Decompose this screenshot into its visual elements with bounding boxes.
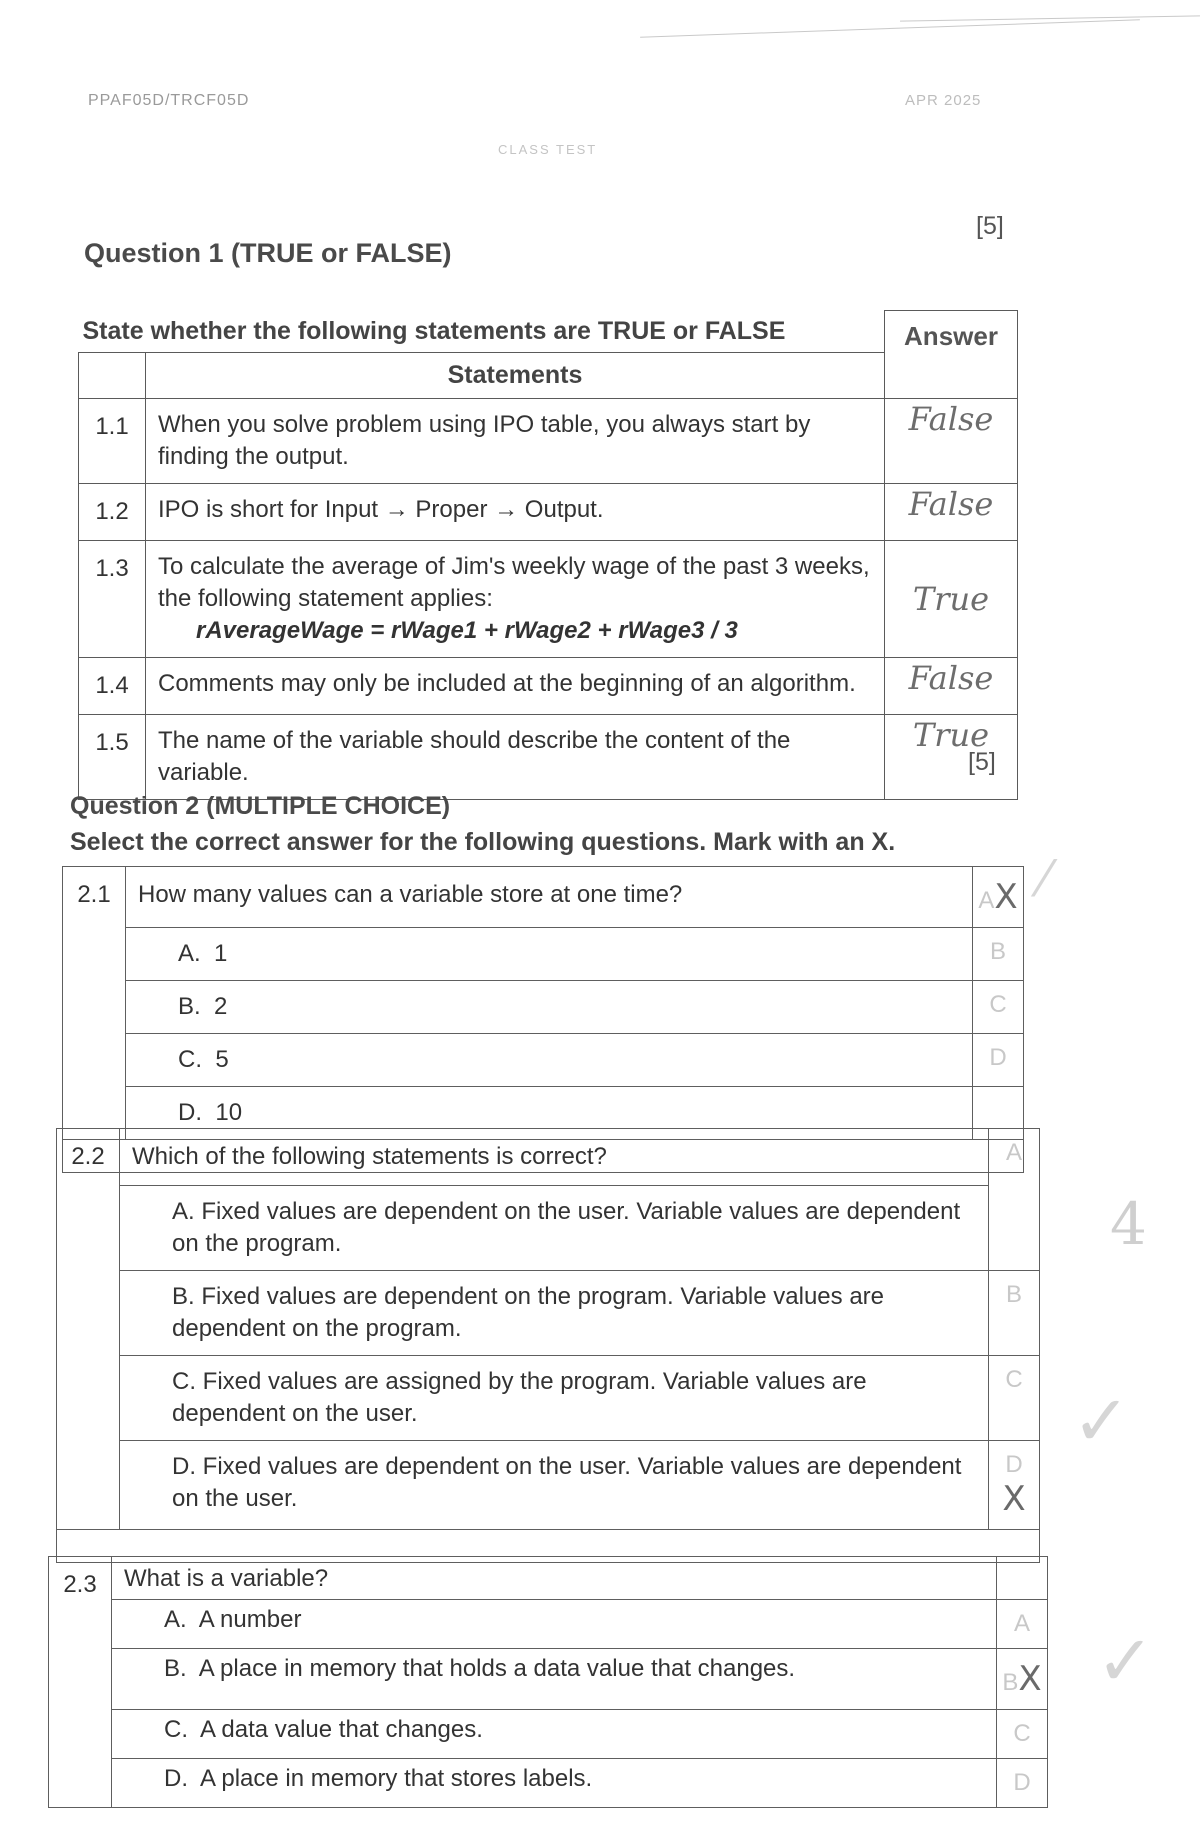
margin-score: 4 [1110,1190,1147,1258]
statement-text: When you solve problem using IPO table, you always start by finding the output. [146,398,885,483]
option-row [57,1356,1040,1441]
option-row [49,1600,1048,1649]
question-1-marks: [5] [976,212,1004,240]
handwritten-answer: True [885,540,1018,657]
question-text: Which of the following statements is correct? [120,1129,989,1186]
option-row [63,928,1024,981]
option-text: C. Fixed values are assigned by the program. Variable values are dependent on the user. [120,1356,989,1441]
option-letter: C [989,1356,1040,1441]
question-2-title: Question 2 (MULTIPLE CHOICE) [70,792,451,820]
option-row [49,1710,1048,1759]
option-text: A. A number [112,1600,997,1649]
q1-instruction: State whether the following statements are TRUE or FALSE [79,311,885,353]
handwritten-answer: False [885,398,1018,483]
multiple-choice-table-2-3 [48,1556,1048,1808]
option-row [63,981,1024,1034]
multiple-choice-table-2-1 [62,866,1024,1173]
table-row [79,540,1018,657]
table-row [79,657,1018,714]
statement-text: IPO is short for Input → Proper → Output. [146,483,885,540]
table-row [79,483,1018,540]
option-letter: D [973,1034,1024,1087]
question-text: What is a variable? [112,1557,997,1600]
option-row [57,1186,1040,1271]
blank-cell [79,352,146,398]
statement-text: The name of the variable should describe the content of the variable. [146,714,885,799]
statement-text: Comments may only be included at the beginning of an algorithm. [146,657,885,714]
question-number: 2.2 [57,1129,120,1530]
test-type: CLASS TEST [498,142,598,157]
question-1-title: Question 1 (TRUE or FALSE) [84,238,452,268]
item-number: 1.3 [79,540,146,657]
table-row [79,714,1018,799]
question-number: 2.3 [49,1557,112,1808]
multiple-choice-table-2-2 [56,1128,1040,1563]
option-row [63,1034,1024,1087]
blank-cell [997,1557,1048,1600]
table-row [79,398,1018,483]
option-letter: D [997,1759,1048,1808]
option-text: D. Fixed values are dependent on the user. Variable values are dependent on the user. [120,1441,989,1530]
q2-instruction: Select the correct answer for the following questions. Mark with an X. [70,828,896,856]
option-text: D. A place in memory that stores labels. [112,1759,997,1808]
option-letter: B [973,928,1024,981]
option-row [57,1271,1040,1356]
handwritten-answer: False [885,483,1018,540]
item-number: 1.1 [79,398,146,483]
formula-text: rAverageWage = rWage1 + rWage2 + rWage3 / 3 [196,616,738,644]
option-letter: A [997,1600,1048,1649]
option-row [49,1759,1048,1808]
option-text: B. A place in memory that holds a data value that changes. [112,1649,997,1710]
option-text: B. Fixed values are dependent on the program. Variable values are dependent on the program. [120,1271,989,1356]
item-number: 1.5 [79,714,146,799]
option-letter: A [989,1129,1040,1271]
x-mark: X [994,877,1018,917]
option-letter: C [997,1710,1048,1759]
option-row [57,1441,1040,1530]
statement-text: To calculate the average of Jim's weekly wage of the past 3 weeks, the following statement applies: [158,552,870,612]
marked-option-cell: D X [989,1441,1040,1530]
option-row [49,1649,1048,1710]
question-number: 2.1 [63,867,126,1140]
tick-mark-icon: ✓ [1096,1620,1155,1702]
option-text: A. Fixed values are dependent on the user. Variable values are dependent on the program. [120,1186,989,1271]
x-mark: X [1018,1659,1042,1699]
question-2-marks: [5] [968,748,996,776]
option-text: D. 10 [126,1087,973,1140]
statements-column-header: Statements [146,352,885,398]
x-mark: X [1002,1479,1026,1519]
statement-cell [146,540,885,657]
tick-mark-icon: ✓ [1072,1380,1131,1462]
marked-option-cell: BX [997,1649,1048,1710]
handwritten-answer: False [885,657,1018,714]
option-letter: B [989,1271,1040,1356]
test-date: APR 2025 [905,92,982,109]
course-code: PPAF05D/TRCF05D [88,92,250,109]
handwritten-answer: True [885,714,1018,799]
option-text: B. 2 [126,981,973,1034]
tick-mark-icon: ⁄ [1040,850,1049,908]
true-false-table [78,310,1018,800]
item-number: 1.2 [79,483,146,540]
scan-artifact-line [900,15,1200,21]
option-text: C. 5 [126,1034,973,1087]
marked-option-cell: AX [973,867,1024,928]
question-text: How many values can a variable store at one time? [126,867,973,928]
option-letter: C [973,981,1024,1034]
option-text: C. A data value that changes. [112,1710,997,1759]
answer-column-header: Answer [885,311,1018,399]
scan-artifact-line [640,19,1140,37]
item-number: 1.4 [79,657,146,714]
option-text: A. 1 [126,928,973,981]
